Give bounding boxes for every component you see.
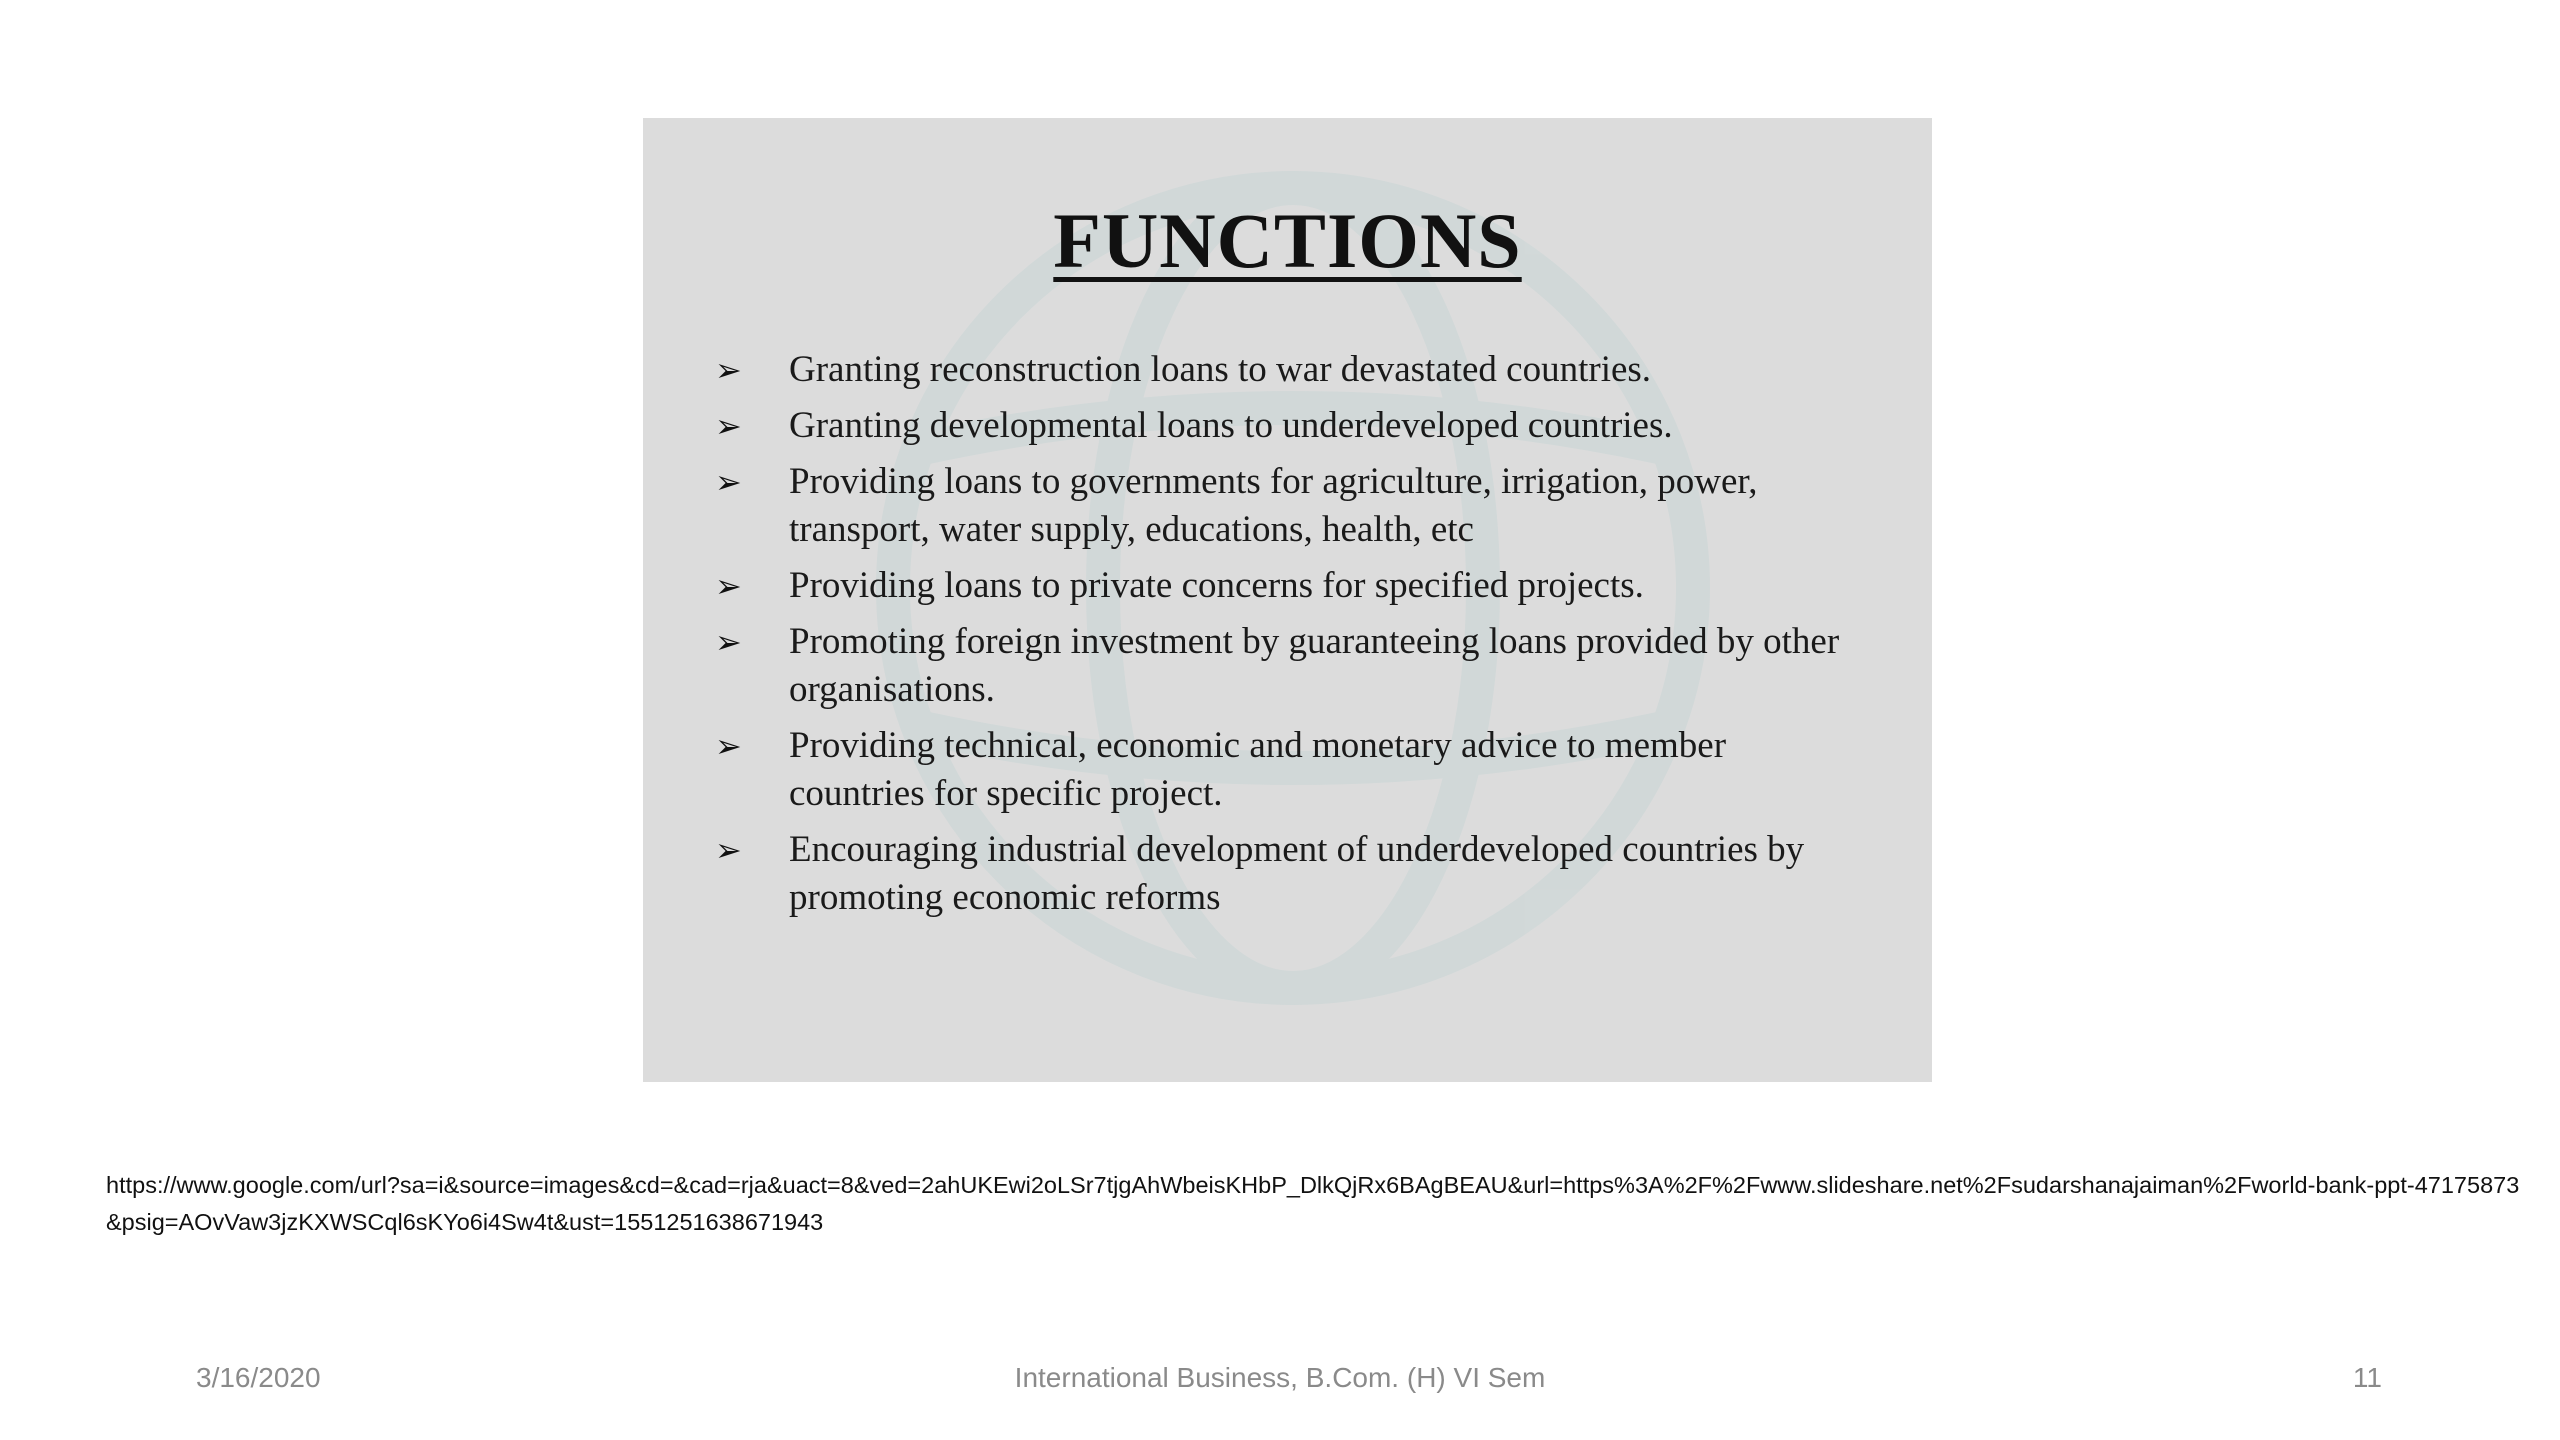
arrowhead-bullet-icon: ➢ (715, 727, 742, 765)
list-item (715, 722, 1865, 818)
list-item-text: Granting reconstruction loans to war devastated countries. (789, 349, 1652, 390)
slide-image (643, 118, 1932, 1082)
list-item (715, 458, 1865, 554)
arrowhead-bullet-icon: ➢ (715, 407, 742, 445)
list-item (715, 562, 1865, 610)
footer-date: 3/16/2020 (196, 1362, 321, 1393)
footer-course: International Business, B.Com. (H) VI Sem (1014, 1362, 1546, 1393)
list-item (715, 826, 1865, 922)
list-item-text: Granting developmental loans to underdeveloped countries. (789, 405, 1673, 446)
functions-list (715, 346, 1865, 930)
arrowhead-bullet-icon: ➢ (715, 567, 742, 605)
list-item-text: Promoting foreign investment by guaranteeing loans provided by other organisations. (789, 621, 1840, 710)
list-item-text: Providing loans to private concerns for specified projects. (789, 565, 1644, 606)
footer-page-number: 11 (2352, 1362, 2382, 1393)
image-title: FUNCTIONS (1053, 197, 1522, 284)
list-item-text: Encouraging industrial development of underdeveloped countries by promoting economic reforms (789, 829, 1805, 918)
arrowhead-bullet-icon: ➢ (715, 831, 742, 869)
source-url: https://www.google.com/url?sa=i&source=images&cd=&cad=rja&uact=8&ved=2ahUKEwi2oLSr7tjgAhWbeisKHbP_DlkQjRx6BAgBEAU&url=https%3A%2F%2Fwww.slideshare.net%2Fsudarshanajaiman%2Fworld-bank-ppt-47175873&psig=AOvVaw3jzKXWSCql6sKYo6i4Sw4t&ust=1551251638671943 (106, 1172, 2520, 1235)
list-item-text: Providing loans to governments for agriculture, irrigation, power, transport, water supply, educations, health, etc (789, 461, 1758, 550)
list-item (715, 346, 1865, 394)
arrowhead-bullet-icon: ➢ (715, 623, 742, 661)
list-item (715, 402, 1865, 450)
list-item-text: Providing technical, economic and monetary advice to member countries for specific project. (789, 725, 1727, 814)
arrowhead-bullet-icon: ➢ (715, 463, 742, 501)
list-item (715, 618, 1865, 714)
arrowhead-bullet-icon: ➢ (715, 351, 742, 389)
